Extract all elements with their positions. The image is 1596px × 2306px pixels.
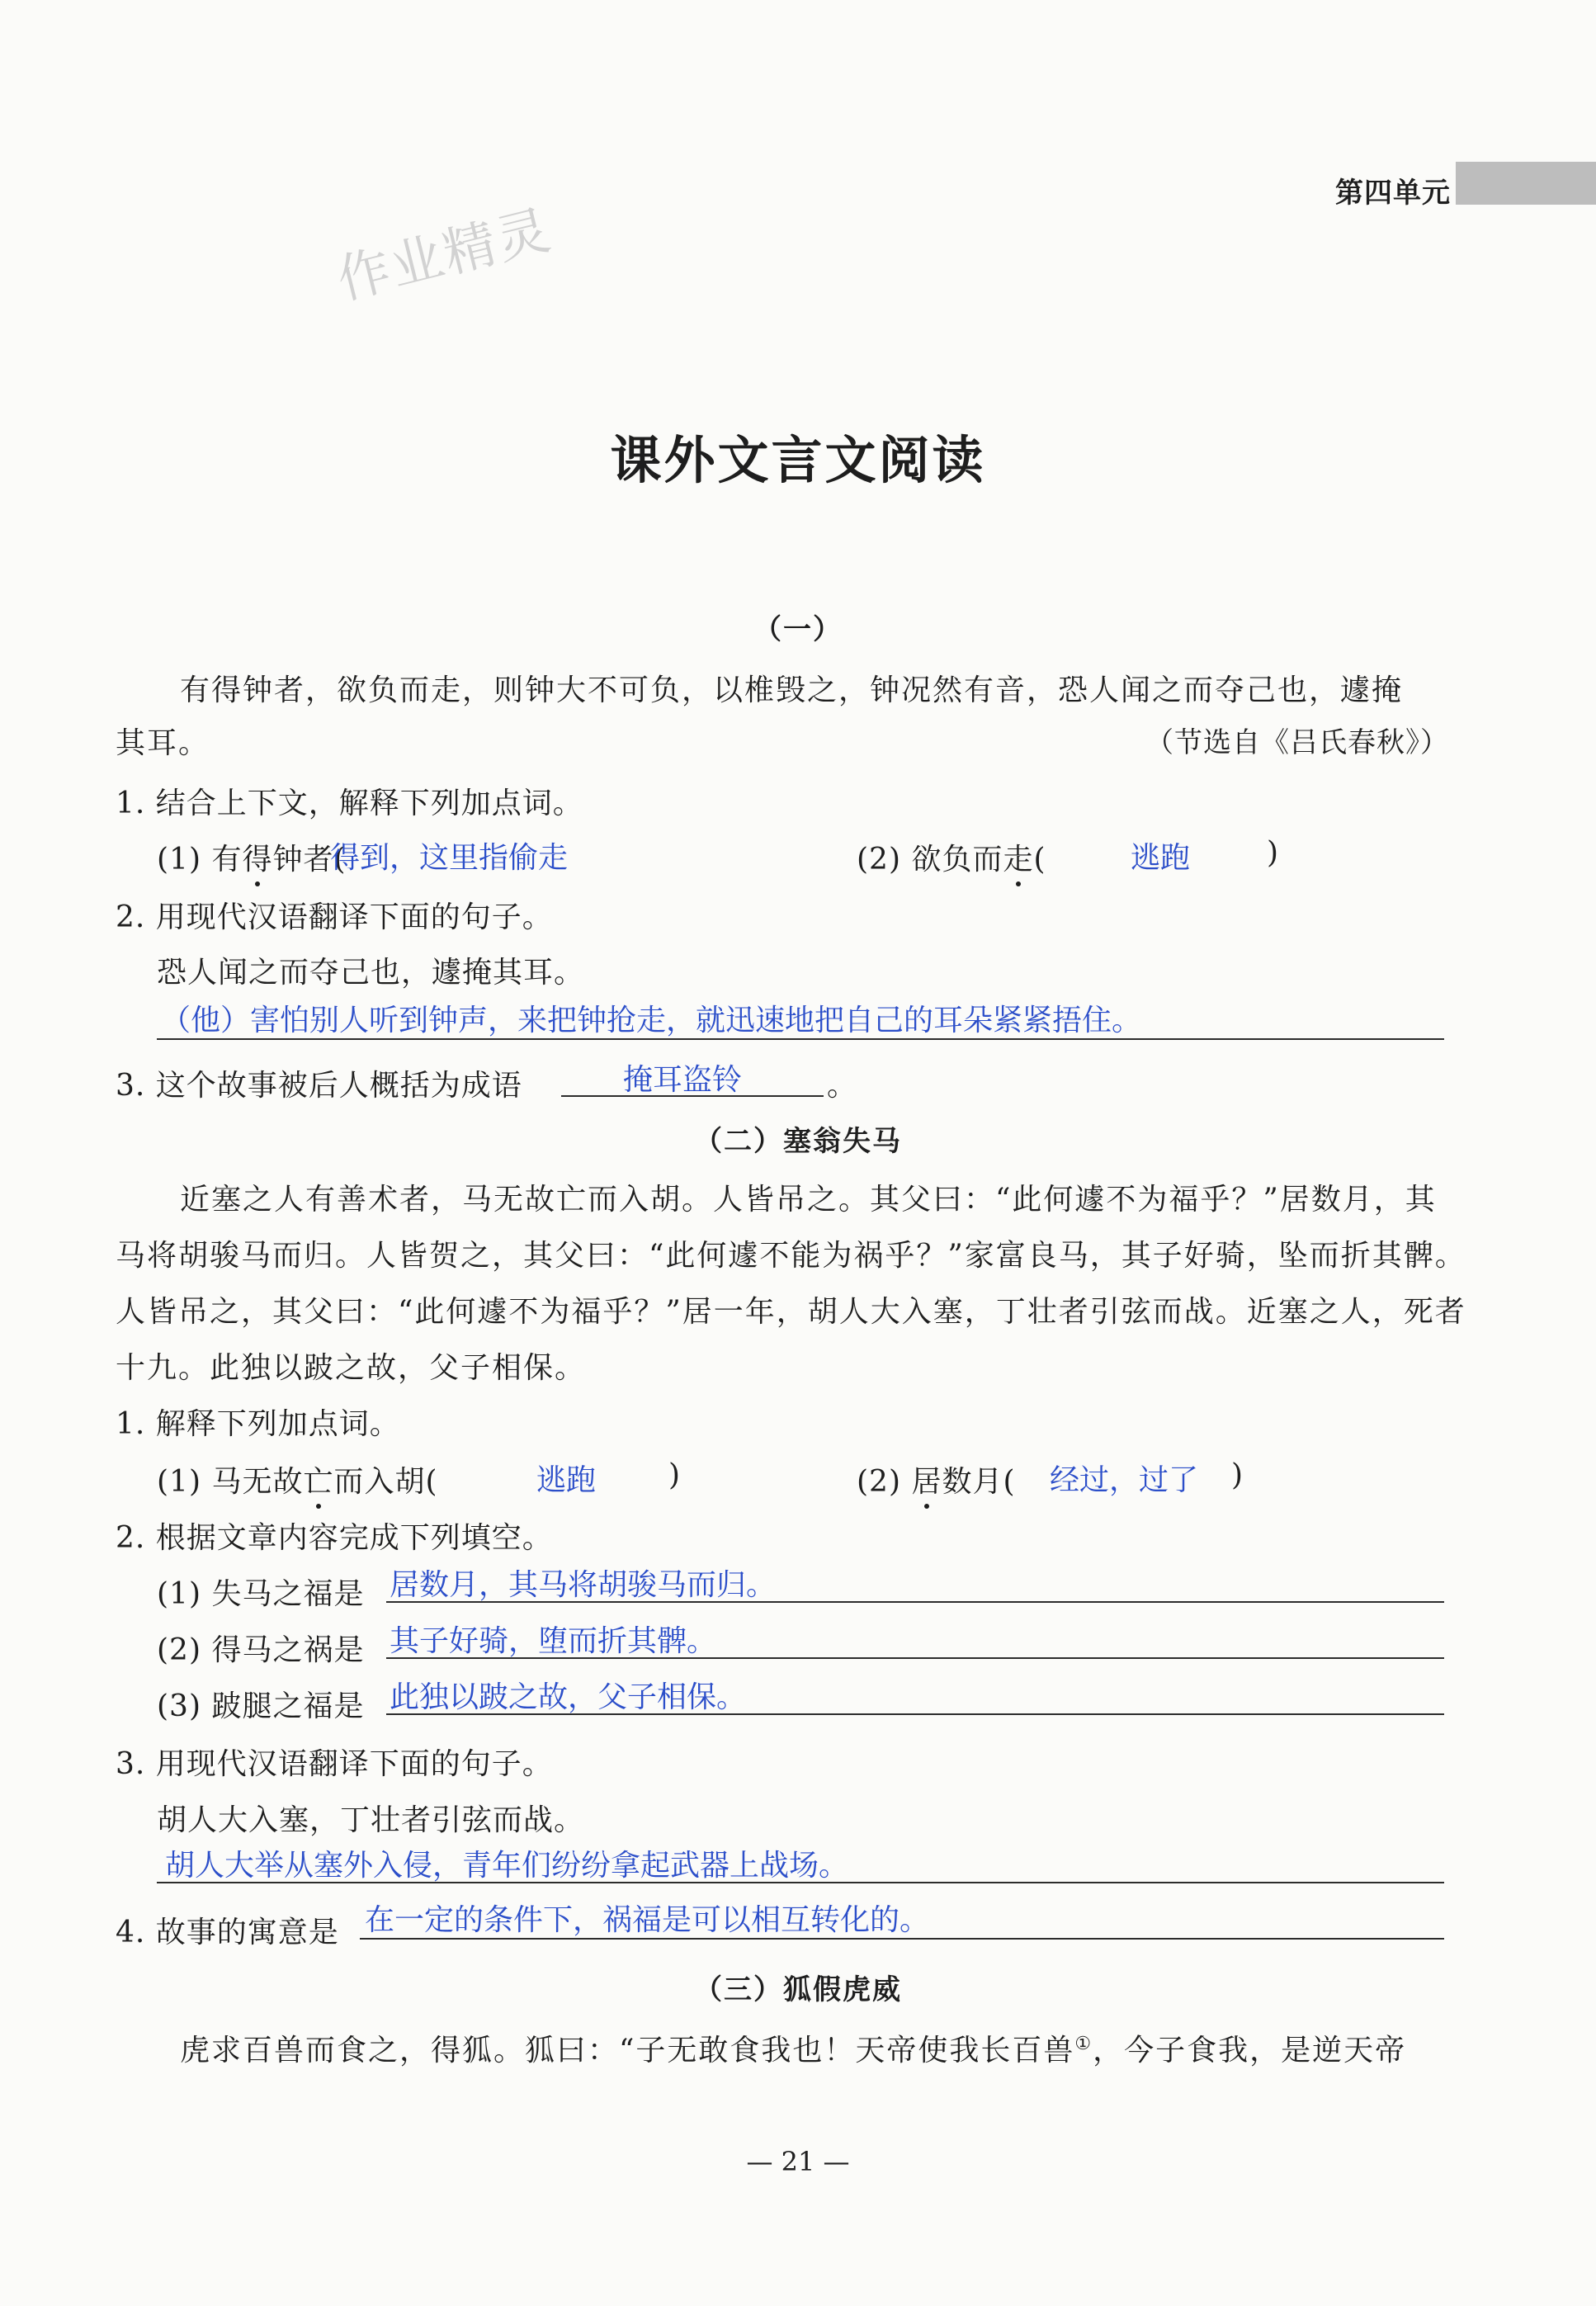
answer-line [386, 1657, 1444, 1659]
s2-passage-line-1: 近塞之人有善术者，马无故亡而入胡。人皆吊之。其父曰：“此何遽不为福乎？”居数月，其 [180, 1183, 1437, 1217]
dotted-word: 走 [1003, 836, 1033, 878]
answer-line [360, 1938, 1444, 1940]
s1-question-3: 3. 这个故事被后人概括为成语 [116, 1069, 522, 1103]
s2-question-2c: (3) 跛腿之福是 [157, 1689, 365, 1723]
s1-q1a-suffix: 钟者( [272, 843, 347, 877]
s2-question-2b: (2) 得马之祸是 [157, 1633, 365, 1667]
s2-q2c-answer: 此独以跛之故，父子相保。 [390, 1680, 747, 1714]
s1-question-3-answer: 掩耳盗铃 [623, 1063, 743, 1097]
s2-q1a-prefix: (1) 马无故 [157, 1465, 304, 1499]
section-2-heading: （二）塞翁失马 [694, 1125, 902, 1158]
s3-passage-line-1 [180, 2027, 1406, 2069]
section-1-heading: （一） [753, 613, 843, 646]
s2-question-1: 1. 解释下列加点词。 [116, 1407, 400, 1441]
s1-q1b-open: ( [1033, 843, 1046, 877]
answer-line [157, 1038, 1444, 1040]
s2-q1a-close: ) [668, 1458, 682, 1492]
s1-q1b-answer: 逃跑 [1131, 841, 1191, 875]
s1-passage-line-1: 有得钟者，欲负而走，则钟大不可负，以椎毁之，钟况然有音，恐人闻之而夺己也，遽掩 [180, 673, 1404, 707]
s2-q1b-close: ) [1231, 1458, 1244, 1492]
s2-question-1b [857, 1458, 1016, 1500]
s1-question-2: 2. 用现代汉语翻译下面的句子。 [116, 900, 553, 934]
s1-question-3-end: 。 [827, 1069, 858, 1103]
s1-passage-line-2: 其耳。 [116, 726, 210, 760]
s2-q2b-answer: 其子好骑，堕而折其髀。 [390, 1624, 717, 1658]
s2-passage-line-2: 马将胡骏马而归。人皆贺之，其父曰：“此何遽不能为祸乎？”家富良马，其子好骑，坠而折其髀。 [116, 1239, 1466, 1273]
s2-passage-line-4: 十九。此独以跛之故，父子相保。 [116, 1351, 587, 1385]
s2-q1b-suffix: 数月( [942, 1465, 1016, 1499]
dotted-word: 得 [242, 836, 272, 878]
answer-line [561, 1095, 824, 1097]
s2-q1b-answer: 经过，过了 [1050, 1463, 1199, 1497]
s2-q1b-prefix: (2) [857, 1465, 912, 1499]
answer-line [386, 1601, 1444, 1603]
page-title: 课外文言文阅读 [610, 430, 986, 490]
s2-question-2: 2. 根据文章内容完成下列填空。 [116, 1521, 553, 1555]
s2-q1a-answer: 逃跑 [536, 1463, 597, 1497]
s1-source: （节选自《吕氏春秋》） [1145, 726, 1449, 759]
dotted-word: 居 [911, 1458, 942, 1500]
s3-passage-text-cont: ，今子食我，是逆天帝 [1093, 2034, 1407, 2067]
answer-line [157, 1882, 1444, 1883]
section-3-heading: （三）狐假虎威 [694, 1973, 902, 2006]
unit-bar [1456, 162, 1596, 205]
s2-q4-answer: 在一定的条件下，祸福是可以相互转化的。 [365, 1903, 930, 1937]
s2-question-4: 4. 故事的寓意是 [116, 1916, 339, 1949]
s1-question-2-sentence: 恐人闻之而夺己也，遽掩其耳。 [157, 956, 585, 990]
s1-q1a-prefix: (1) 有 [157, 843, 243, 877]
s1-q1b-prefix: (2) 欲负而 [857, 843, 1003, 877]
s1-q1b-close: ) [1267, 836, 1280, 870]
s2-question-3: 3. 用现代汉语翻译下面的句子。 [116, 1747, 553, 1781]
s2-question-2a: (1) 失马之福是 [157, 1577, 365, 1611]
s1-question-1b [857, 836, 1046, 878]
footnote-marker: ① [1074, 2034, 1093, 2054]
dotted-word: 亡 [303, 1458, 333, 1500]
watermark: 作业精灵 [331, 199, 558, 312]
s2-q1a-suffix: 而入胡( [333, 1465, 438, 1499]
s3-passage-text: 虎求百兽而食之，得狐。狐曰：“子无敢食我也！天帝使我长百兽 [180, 2034, 1075, 2067]
answer-line [386, 1713, 1444, 1715]
s2-question-3-sentence: 胡人大入塞，丁壮者引弦而战。 [157, 1803, 585, 1837]
s2-q2a-answer: 居数月，其马将胡骏马而归。 [390, 1568, 777, 1602]
unit-label: 第四单元 [1335, 177, 1451, 210]
s1-question-1: 1. 结合上下文，解释下列加点词。 [116, 787, 583, 820]
s2-question-1a [157, 1458, 438, 1500]
s2-question-3-answer: 胡人大举从塞外入侵，青年们纷纷拿起武器上战场。 [165, 1849, 849, 1883]
page-number: — 21 — [746, 2146, 850, 2177]
s1-question-1a [157, 836, 347, 878]
s1-q1a-answer: 得到，这里指偷走 [330, 841, 569, 875]
s1-question-2-answer: （他）害怕别人听到钟声，来把钟抢走，就迅速地把自己的耳朵紧紧捂住。 [161, 1004, 1142, 1037]
s2-passage-line-3: 人皆吊之，其父曰：“此何遽不为福乎？”居一年，胡人大入塞，丁壮者引弦而战。近塞之人，死者 [116, 1295, 1466, 1329]
